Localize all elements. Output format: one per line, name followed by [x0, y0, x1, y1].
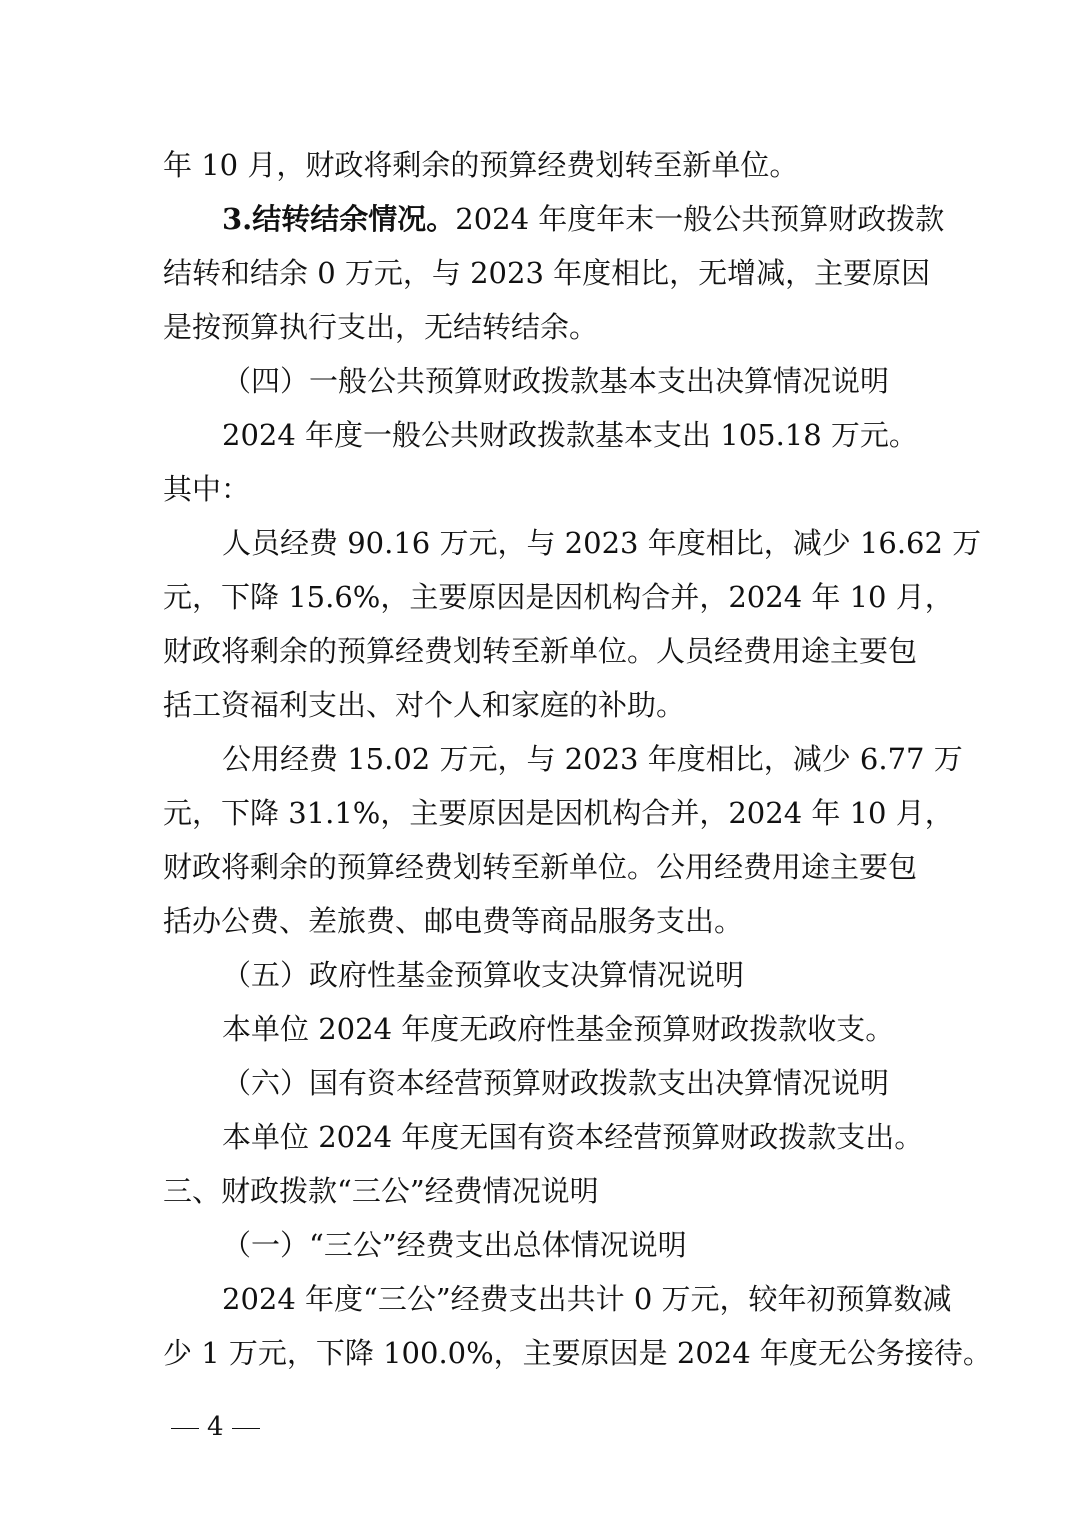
subsection-heading — [0, 1225, 1074, 1265]
heading-text: （六）国有资本经营预算财政拨款支出决算情况说明 — [222, 1066, 890, 1100]
paragraph-line — [0, 199, 1074, 239]
line-text: 元，下降 15.6%，主要原因是因机构合并，2024 年 10 月， — [163, 580, 954, 614]
line-text: 本单位 2024 年度无政府性基金预算财政拨款收支。 — [222, 1012, 895, 1046]
page-number: 4 — [207, 1412, 224, 1442]
heading-text: 三、财政拨款“三公”经费情况说明 — [163, 1174, 599, 1208]
subsection-heading — [0, 1063, 1074, 1103]
paragraph-line — [0, 1009, 1074, 1049]
line-text: 2024 年度年末一般公共预算财政拨款 — [455, 202, 945, 236]
paragraph-line — [0, 739, 1074, 779]
footer-dash-left — [171, 1428, 199, 1429]
line-text: 年 10 月，财政将剩余的预算经费划转至新单位。 — [163, 148, 799, 182]
paragraph-line — [0, 523, 1074, 563]
paragraph-line — [0, 307, 1074, 347]
paragraph-line — [0, 1279, 1074, 1319]
subsection-heading — [0, 361, 1074, 401]
line-text: 括办公费、差旅费、邮电费等商品服务支出。 — [163, 904, 744, 938]
line-text: 人员经费 90.16 万元，与 2023 年度相比，减少 16.62 万 — [222, 526, 982, 560]
paragraph-line — [0, 415, 1074, 455]
line-text: 是按预算执行支出，无结转结余。 — [163, 310, 599, 344]
footer-dash-right — [232, 1428, 260, 1429]
line-text: 结转和结余 0 万元，与 2023 年度相比，无增减，主要原因 — [163, 256, 931, 290]
subsection-heading — [0, 955, 1074, 995]
paragraph-line — [0, 145, 1074, 185]
paragraph-line — [0, 685, 1074, 725]
heading-text: （五）政府性基金预算收支决算情况说明 — [222, 958, 745, 992]
paragraph-line — [0, 793, 1074, 833]
line-text: 括工资福利支出、对个人和家庭的补助。 — [163, 688, 686, 722]
heading-text: （四）一般公共预算财政拨款基本支出决算情况说明 — [222, 364, 890, 398]
paragraph-line — [0, 469, 1074, 509]
line-text: 财政将剩余的预算经费划转至新单位。公用经费用途主要包 — [163, 850, 918, 884]
line-text: 2024 年度一般公共财政拨款基本支出 105.18 万元。 — [222, 418, 918, 452]
paragraph-line — [0, 577, 1074, 617]
paragraph-line — [0, 1333, 1074, 1373]
line-text: 2024 年度“三公”经费支出共计 0 万元，较年初预算数减 — [222, 1282, 952, 1316]
line-text: 财政将剩余的预算经费划转至新单位。人员经费用途主要包 — [163, 634, 918, 668]
heading-text: （一）“三公”经费支出总体情况说明 — [222, 1228, 687, 1262]
line-text: 本单位 2024 年度无国有资本经营预算财政拨款支出。 — [222, 1120, 924, 1154]
line-text: 元，下降 31.1%，主要原因是因机构合并，2024 年 10 月， — [163, 796, 954, 830]
page-footer — [163, 1409, 268, 1445]
paragraph-line — [0, 847, 1074, 887]
paragraph-line — [0, 631, 1074, 671]
paragraph-line — [0, 901, 1074, 941]
section-heading — [0, 1171, 1074, 1211]
paragraph-line — [0, 253, 1074, 293]
line-text: 少 1 万元，下降 100.0%，主要原因是 2024 年度无公务接待。 — [163, 1336, 992, 1370]
paragraph-line — [0, 1117, 1074, 1157]
line-text: 公用经费 15.02 万元，与 2023 年度相比，减少 6.77 万 — [222, 742, 963, 776]
section-lead: 3.结转结余情况。 — [222, 202, 456, 236]
line-text: 其中： — [163, 472, 251, 506]
